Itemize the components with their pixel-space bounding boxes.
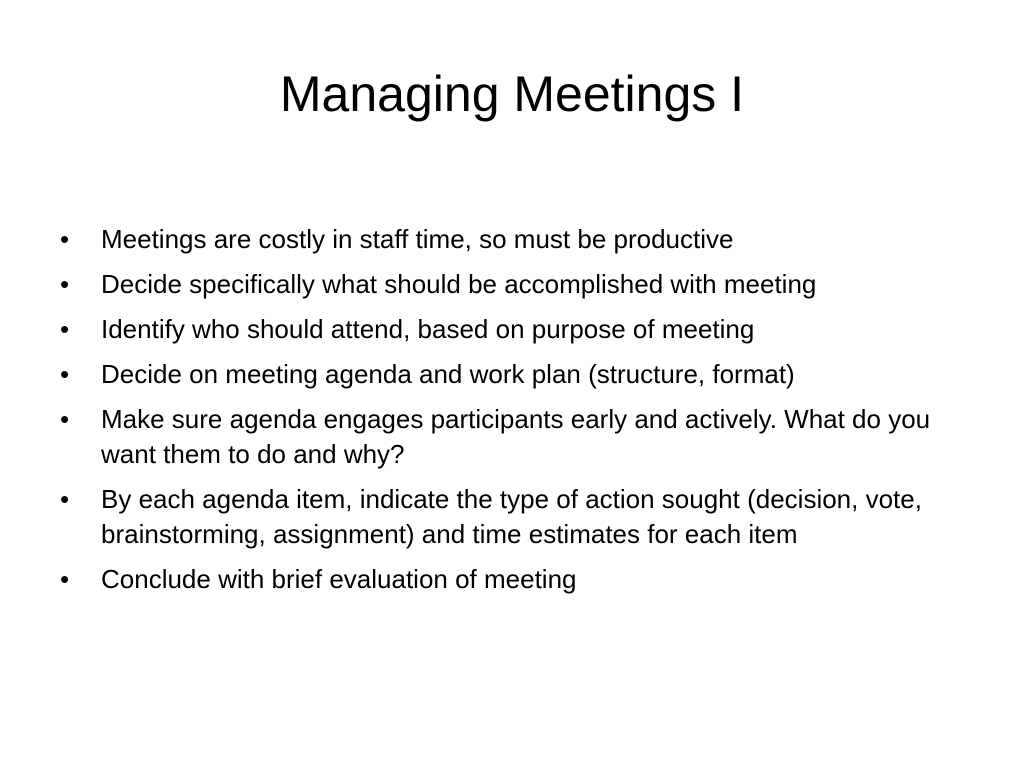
bullet-icon: • xyxy=(60,269,70,299)
bullet-list xyxy=(56,222,976,607)
bullet-item xyxy=(56,562,976,597)
bullet-icon: • xyxy=(60,224,70,254)
bullet-icon: • xyxy=(60,564,70,594)
bullet-item xyxy=(56,267,976,302)
bullet-text: By each agenda item, indicate the type of action sought (decision, vote, brainstorming, assignment) and time estimates for each item xyxy=(101,484,922,549)
bullet-text: Decide on meeting agenda and work plan (structure, format) xyxy=(101,359,795,389)
bullet-item xyxy=(56,482,976,552)
bullet-item xyxy=(56,222,976,257)
bullet-text: Conclude with brief evaluation of meeting xyxy=(101,564,577,594)
bullet-text: Meetings are costly in staff time, so must be productive xyxy=(101,224,734,254)
bullet-icon: • xyxy=(60,359,70,389)
slide-title: Managing Meetings I xyxy=(279,66,745,122)
bullet-text: Make sure agenda engages participants early and actively. What do you want them to do and why? xyxy=(101,404,931,469)
bullet-text: Identify who should attend, based on purpose of meeting xyxy=(101,314,755,344)
bullet-icon: • xyxy=(60,404,70,434)
bullet-icon: • xyxy=(60,484,70,514)
bullet-icon: • xyxy=(60,314,70,344)
bullet-item xyxy=(56,402,976,472)
bullet-item xyxy=(56,312,976,347)
bullet-item xyxy=(56,357,976,392)
bullet-text: Decide specifically what should be accomplished with meeting xyxy=(101,269,817,299)
